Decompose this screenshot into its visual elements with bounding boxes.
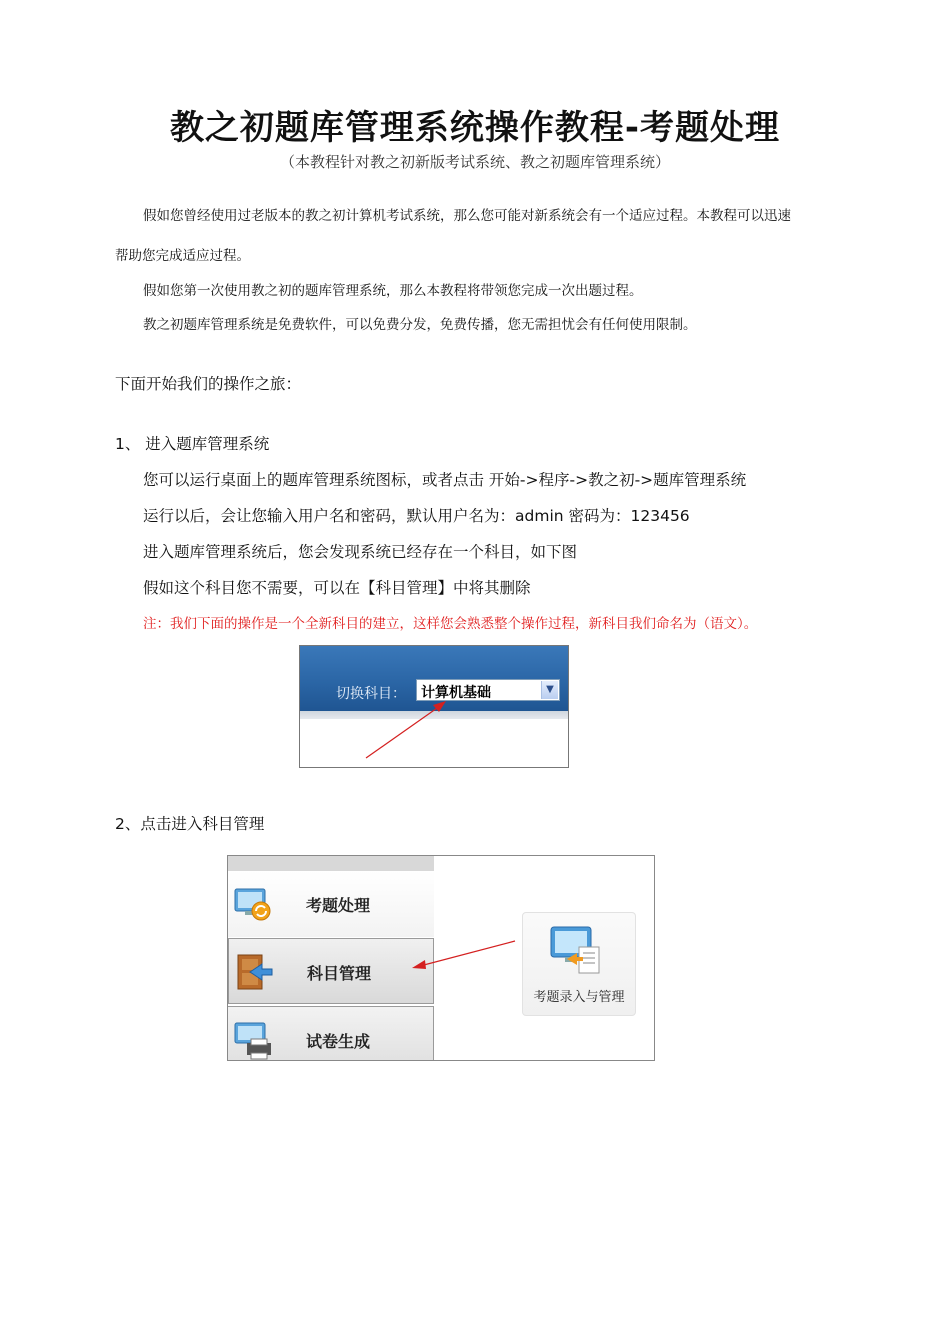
- subject-select-value: 计算机基础: [421, 685, 491, 701]
- step1-note: 注：我们下面的操作是一个全新科目的建立，这样您会熟悉整个操作过程，新科目我们命名为（语文）。: [143, 616, 758, 632]
- page-title: 教之初题库管理系统操作教程-考题处理: [169, 108, 781, 148]
- red-arrow-icon: [228, 856, 654, 1060]
- step1-line-3: 进入题库管理系统后，您会发现系统已经存在一个科目，如下图: [143, 543, 578, 561]
- step1-line-4: 假如这个科目您不需要，可以在【科目管理】中将其删除: [143, 579, 531, 597]
- chevron-down-icon[interactable]: ▼: [541, 681, 558, 699]
- subject-switcher-screenshot: [299, 645, 569, 768]
- red-arrow-icon: [300, 646, 568, 767]
- page-subtitle: （本教程针对教之初新版考试系统、教之初题库管理系统）: [279, 153, 670, 171]
- switch-subject-label: 切换科目：: [336, 686, 406, 702]
- main-menu-screenshot: [227, 855, 655, 1061]
- intro-paragraph-3: 教之初题库管理系统是免费软件，可以免费分发，免费传播，您无需担忧会有任何使用限制。: [143, 317, 697, 333]
- intro-paragraph-2: 假如您第一次使用教之初的题库管理系统，那么本教程将带领您完成一次出题过程。: [143, 283, 643, 299]
- menu-item-label: 试卷生成: [306, 1032, 371, 1051]
- step1-line-1: 您可以运行桌面上的题库管理系统图标，或者点击 开始->程序->教之初->题库管理系统: [143, 471, 747, 489]
- menu-item-label: 考题处理: [306, 896, 371, 915]
- menu-item-label: 科目管理: [307, 964, 372, 983]
- step1-heading: 1、 进入题库管理系统: [115, 435, 270, 453]
- intro-paragraph-1: 假如您曾经使用过老版本的教之初计算机考试系统，那么您可能对新系统会有一个适应过程。本教程可以迅速: [143, 208, 791, 224]
- start-text: 下面开始我们的操作之旅：: [115, 375, 302, 393]
- question-entry-card-label: 考题录入与管理: [533, 990, 625, 1005]
- intro-paragraph-1-cont: 帮助您完成适应过程。: [115, 248, 250, 264]
- step2-heading: 2、点击进入科目管理: [115, 815, 265, 833]
- step1-line-2: 运行以后，会让您输入用户名和密码，默认用户名为：admin 密码为：123456: [143, 507, 690, 525]
